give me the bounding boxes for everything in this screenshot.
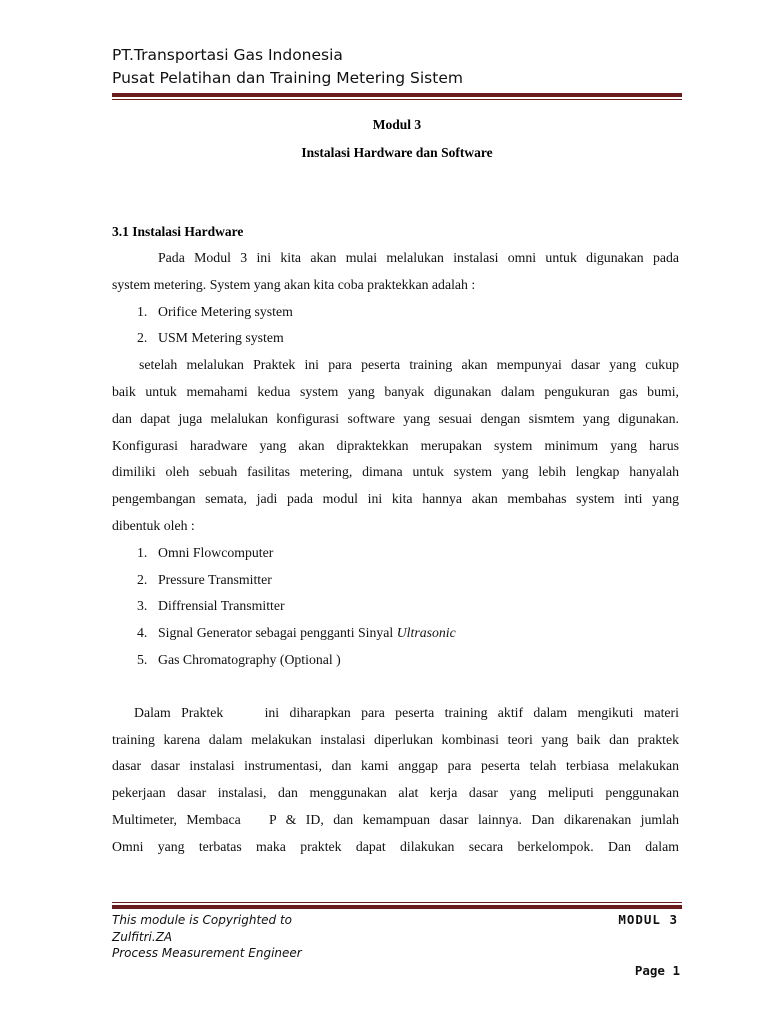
para2-line: pengembangan semata, jadi pada modul ini kita hannya akan membahas system inti yang [112, 491, 679, 507]
footer-module: MODUL 3 [618, 912, 678, 927]
footer-line: Zulfitri.ZA [112, 929, 173, 944]
para3-line: pekerjaan dasar instalasi, dan menggunakan alat kerja dasar yang meliputi penggunakan [112, 785, 679, 801]
system-list [112, 299, 679, 353]
para3-line: Omni yang terbatas maka praktek dapat dilakukan secara berkelompok. Dan dalam [112, 838, 679, 854]
footer-line: Process Measurement Engineer [112, 946, 302, 960]
list-item: 5. Gas Chromatography (Optional ) [137, 651, 341, 667]
para3-line: Multimeter, Membaca P & ID, dan kemampuan dasar lainnya. Dan dikarenakan jumlah [112, 811, 679, 827]
para2-line: dimiliki oleh sebuah fasilitas metering, dimana untuk system yang lebih lengkap hanyalah [112, 464, 679, 480]
list-item: 1. Orifice Metering system [137, 303, 293, 319]
para3-line: dasar dasar instalasi instrumentasi, dan kami anggap para peserta telah terbiasa melakukan [112, 758, 679, 774]
component-list [112, 540, 679, 674]
intro-line: system metering. System yang akan kita coba praktekkan adalah : [112, 276, 476, 292]
page-number: Page 1 [634, 963, 680, 978]
para2-line: dibentuk oleh : [112, 517, 195, 533]
header-rule-thick [112, 93, 682, 97]
header-company: PT.Transportasi Gas Indonesia [112, 46, 343, 64]
list-item: 3. Diffrensial Transmitter [137, 598, 285, 614]
module-number: Modul 3 [372, 117, 422, 132]
list-item: 2. Pressure Transmitter [137, 571, 272, 587]
para3-line: Dalam Praktek ini diharapkan para peserta training aktif dalam mengikuti materi [134, 704, 679, 720]
header-rule-thin [112, 99, 682, 100]
header-subtitle: Pusat Pelatihan dan Training Metering Sistem [112, 69, 463, 87]
list-item: 4. Signal Generator sebagai pengganti Sinyal Ultrasonic [137, 625, 456, 641]
intro-line: Pada Modul 3 ini kita akan mulai melalukan instalasi omni untuk digunakan pada [158, 250, 679, 265]
list-item: 2. USM Metering system [137, 330, 284, 346]
footer-rule-thin [112, 902, 682, 903]
footer-copyright [112, 912, 302, 962]
page-header [112, 44, 682, 90]
para2-line: baik untuk memahami kedua system yang banyak digunakan dalam pengukuran gas bumi, [112, 383, 679, 399]
module-title: Instalasi Hardware dan Software [301, 145, 493, 160]
para2-line: setelah melalukan Praktek ini para peserta training akan mempunyai dasar yang cukup [139, 357, 679, 373]
footer-rule-thick [112, 905, 682, 909]
list-item: 1. Omni Flowcomputer [137, 544, 274, 560]
footer-line: This module is Copyrighted to [112, 913, 293, 927]
section-heading: 3.1 Instalasi Hardware [112, 224, 244, 239]
para2-line: Konfigurasi haradware yang akan dipraktekkan merupakan system minimum yang harus [112, 437, 679, 453]
para3-line: training karena dalam melakukan instalasi diperlukan kombinasi teori yang baik dan praktek [112, 731, 679, 747]
page-body [112, 245, 679, 861]
para2-line: dan dapat juga melalukan konfigurasi software yang sesuai dengan sismtem yang digunakan. [112, 410, 679, 426]
